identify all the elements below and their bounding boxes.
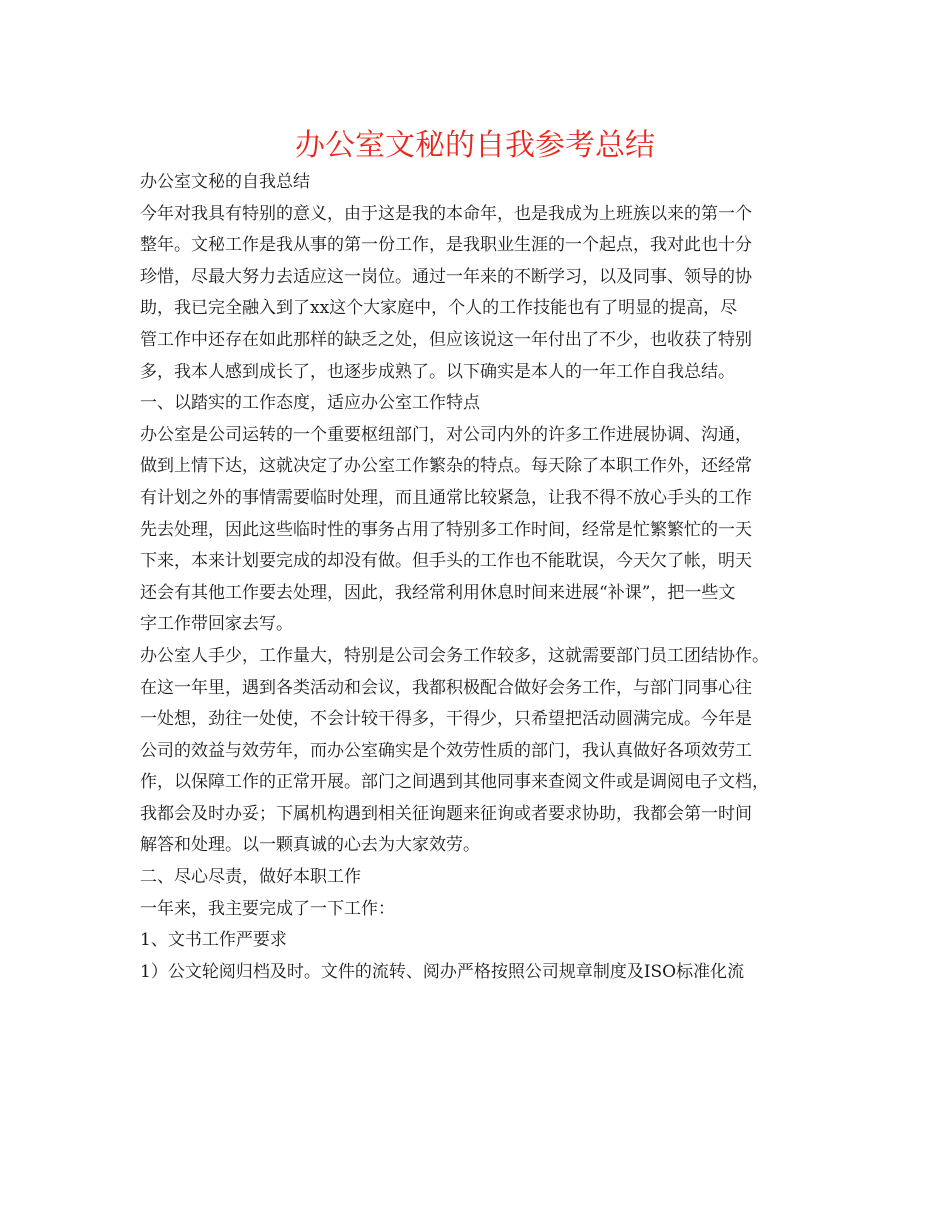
paragraph-line: 还会有其他工作要去处理，因此，我经常利用休息时间来进展“补课”，把一些文	[140, 582, 736, 603]
paragraph-line: 下来，本来计划要完成的却没有做。但手头的工作也不能耽误，今天欠了帐，明天	[140, 551, 752, 572]
paragraph-line: 有计划之外的事情需要临时处理，而且通常比较紧急，让我不得不放心手头的工作	[140, 487, 752, 508]
section-heading: 一、以踏实的工作态度，适应办公室工作特点	[140, 393, 480, 414]
paragraph-line: 公司的效益与效劳年，而办公室确实是个效劳性质的部门，我认真做好各项效劳工	[140, 740, 752, 761]
paragraph-line: 做到上情下达，这就决定了办公室工作繁杂的特点。每天除了本职工作外，还经常	[140, 456, 752, 477]
paragraph-line: 多，我本人感到成长了，也逐步成熟了。以下确实是本人的一年工作自我总结。	[140, 361, 735, 382]
paragraph-line: 解答和处理。以一颗真诚的心去为大家效劳。	[140, 835, 480, 856]
paragraph-line: 办公室是公司运转的一个重要枢纽部门，对公司内外的许多工作进展协调、沟通，	[140, 424, 752, 445]
paragraph-line: 管工作中还存在如此那样的缺乏之处，但应该说这一年付出了不少，也收获了特别	[140, 329, 752, 350]
paragraph-line: 整年。文秘工作是我从事的第一份工作，是我职业生涯的一个起点，我对此也十分	[140, 235, 752, 256]
document-title: 办公室文秘的自我参考总结	[295, 128, 655, 163]
paragraph-line: 珍惜，尽最大努力去适应这一岗位。通过一年来的不断学习，以及同事、领导的协	[140, 266, 752, 287]
paragraph-line: 办公室人手少，工作量大，特别是公司会务工作较多，这就需要部门员工团结协作。	[140, 645, 769, 666]
paragraph-line: 作，以保障工作的正常开展。部门之间遇到其他同事来查阅文件或是调阅电子文档，	[140, 772, 769, 793]
subtitle-line: 办公室文秘的自我总结	[140, 172, 310, 192]
section-heading: 二、尽心尽责，做好本职工作	[140, 867, 361, 888]
paragraph-line: 今年对我具有特别的意义，由于这是我的本命年，也是我成为上班族以来的第一个	[140, 203, 752, 224]
paragraph-line: 助，我已完全融入到了xx这个大家庭中，个人的工作技能也有了明显的提高，尽	[140, 298, 738, 319]
paragraph-line: 在这一年里，遇到各类活动和会议，我都积极配合做好会务工作，与部门同事心往	[140, 677, 752, 698]
paragraph-line: 一处想，劲往一处使，不会计较干得多，干得少，只希望把活动圆满完成。今年是	[140, 709, 752, 730]
paragraph-line: 先去处理，因此这些临时性的事务占用了特别多工作时间，经常是忙繁繁忙的一天	[140, 519, 752, 540]
paragraph-line: 字工作带回家去写。	[140, 614, 293, 635]
subsection-heading: 1、文书工作严要求	[140, 930, 287, 951]
paragraph-line: 一年来，我主要完成了一下工作：	[140, 898, 395, 919]
paragraph-line: 我都会及时办妥；下属机构遇到相关征询题来征询或者要求协助，我都会第一时间	[140, 803, 752, 824]
paragraph-line: 1）公文轮阅归档及时。文件的流转、阅办严格按照公司规章制度及ISO标准化流	[140, 961, 745, 982]
document-body	[140, 167, 830, 988]
